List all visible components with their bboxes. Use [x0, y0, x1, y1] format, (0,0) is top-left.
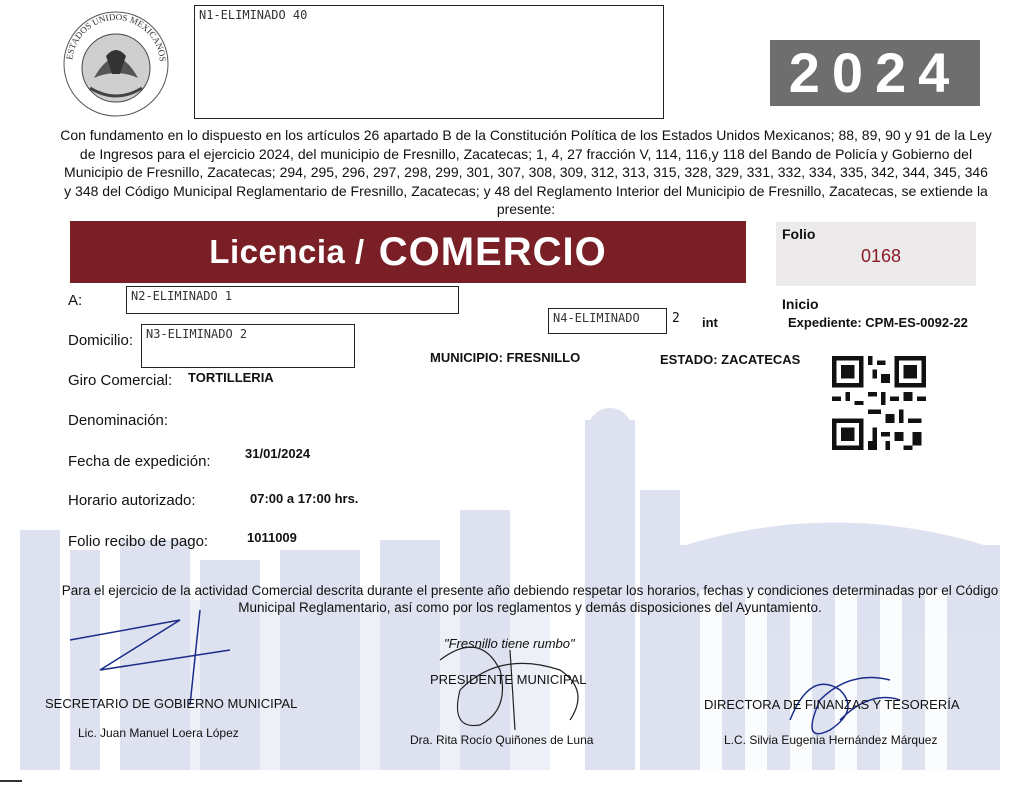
center-signer-title: PRESIDENTE MUNICIPAL	[430, 672, 587, 687]
left-signer-name: Lic. Juan Manuel Loera López	[78, 726, 239, 740]
denominacion-label: Denominación:	[68, 412, 169, 429]
folio-value: 0168	[860, 246, 902, 266]
legal-basis-paragraph: Con fundamento en lo dispuesto en los artículos 26 apartado B de la Constitución Política de los Estados Unidos Mexicanos; 88, 89, 90 y 91 de la Ley de Ingresos para el ejercicio 2024, del municipio de Fresnillo, Zacatecas; 1, 4, 27 fracción V, 114, 116,y 118 del Bando de Policía y Gobierno del Municipio de Fresnillo, Zacatecas; 294, 295, 296, 297, 298, 299, 301, 307, 308, 309, 312, 313, 315, 328, 329, 331, 332, 334, 335, 342, 344, 345, 346 y 348 del Código Municipal Reglamentario de Fresnillo, Zacatecas; y 48 del Reglamento Interior del Municipio de Fresnillo, Zacatecas, se extiende la presente:	[60, 127, 992, 217]
folio-recibo-value: 1011009	[247, 530, 297, 545]
horario-value: 07:00 a 17:00 hrs.	[250, 491, 359, 506]
a-value-box	[126, 286, 459, 314]
giro-value: TORTILLERIA	[188, 370, 274, 385]
folio-label: Folio	[782, 226, 816, 242]
seal-text: ESTADOS UNIDOS MEXICANOS	[64, 11, 168, 63]
horario-label: Horario autorizado:	[68, 492, 196, 509]
closing-paragraph: Para el ejercicio de la actividad Comercial descrita durante el presente año debiendo respetar los horarios, fechas y condiciones determinadas por el Código Municipal Reglamentario, así como por los reglamentos y demás disposiciones del Ayuntamiento.	[61, 583, 999, 615]
bottom-mark-divider	[0, 780, 22, 782]
fecha-label: Fecha de expedición:	[68, 453, 211, 470]
municipio-text: MUNICIPIO: FRESNILLO	[430, 350, 581, 365]
right-signer-name: L.C. Silvia Eugenia Hernández Márquez	[724, 733, 938, 747]
right-signer-title: DIRECTORA DE FINANZAS Y TESORERÍA	[704, 697, 960, 712]
left-signature-icon	[60, 600, 260, 710]
license-type-banner	[70, 221, 746, 283]
year-badge: 2024	[770, 40, 980, 106]
domicilio-value-box	[141, 324, 355, 368]
banner-licencia: Licencia /	[209, 233, 365, 270]
qr-code-icon	[832, 356, 926, 450]
fecha-value: 31/01/2024	[245, 446, 311, 461]
left-signer-title: SECRETARIO DE GOBIERNO MUNICIPAL	[45, 696, 298, 711]
banner-comercio: COMERCIO	[378, 229, 607, 274]
estado-text: ESTADO: ZACATECAS	[660, 352, 801, 367]
a-value: N2-ELIMINADO 1	[131, 289, 233, 303]
number-suffix: 2	[672, 311, 680, 326]
expediente-text: Expediente: CPM-ES-0092-22	[788, 315, 968, 330]
redacted-header-text: N1-ELIMINADO 40	[199, 8, 308, 22]
folio-recibo-label: Folio recibo de pago:	[68, 533, 209, 550]
center-signer-name: Dra. Rita Rocío Quiñones de Luna	[410, 733, 594, 747]
domicilio-label: Domicilio:	[68, 332, 134, 349]
domicilio-value: N3-ELIMINADO 2	[146, 327, 248, 341]
number-value: N4-ELIMINADO	[553, 311, 640, 325]
mexican-coat-of-arms-seal	[60, 8, 172, 120]
giro-label: Giro Comercial:	[68, 372, 173, 389]
int-label: int	[702, 315, 718, 330]
a-label: A:	[68, 292, 83, 309]
slogan: "Fresnillo tiene rumbo"	[444, 636, 575, 651]
inicio-label: Inicio	[782, 296, 819, 312]
number-box	[548, 308, 667, 334]
redacted-header-box	[194, 5, 664, 119]
